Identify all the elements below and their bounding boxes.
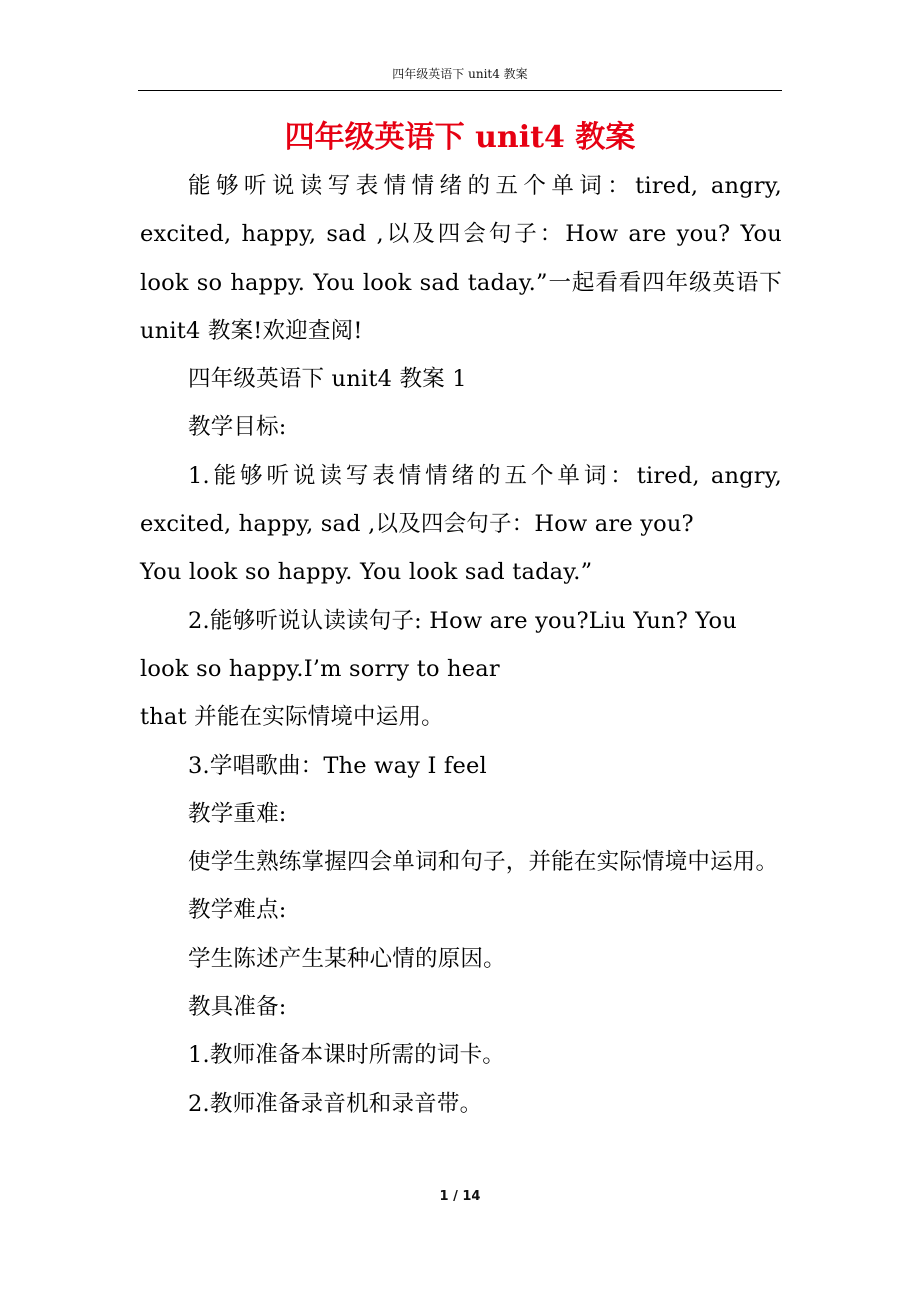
heading-teaching-goals: 教学目标: [188, 414, 287, 441]
goal-item-1-continued: You look so happy. You look sad taday.” [140, 559, 593, 586]
section-heading-lesson-1: 四年级英语下 unit4 教案 1 [188, 366, 467, 393]
document-title: 四年级英语下 unit4 教案 [284, 120, 636, 155]
intro-paragraph: 能够听说读写表情情绪的五个单词：tired, angry, excited, happy, sad ,以及四会句子：How are you? You look so happy. You look sad taday.”一起看看四年级英语下 unit4 教案!欢迎查阅! [140, 173, 782, 344]
goal-item-1: 1.能够听说读写表情情绪的五个单词：tired, angry, excited, happy, sad ,以及四会句子：How are you? [140, 462, 782, 538]
header-divider [138, 90, 782, 91]
heading-materials: 教具准备: [188, 994, 287, 1021]
goal-item-2-continued: that 并能在实际情境中运用。 [140, 704, 444, 731]
key-points-text: 使学生熟练掌握四会单词和句子，并能在实际情境中运用。 [188, 849, 779, 876]
page-number: 1 / 14 [439, 1189, 481, 1204]
document-body [140, 162, 782, 1128]
difficulties-text: 学生陈述产生某种心情的原因。 [188, 945, 506, 972]
goal-item-2: 2.能够听说认读读句子: How are you?Liu Yun? You look so happy.I’m sorry to hear [140, 607, 737, 682]
goal-item-3: 3.学唱歌曲：The way I feel [188, 752, 487, 779]
heading-key-points: 教学重难: [188, 800, 287, 827]
heading-difficulties: 教学难点: [188, 897, 287, 924]
materials-item-1: 1.教师准备本课时所需的词卡。 [188, 1042, 505, 1069]
materials-item-2: 2.教师准备录音机和录音带。 [188, 1090, 483, 1117]
running-header: 四年级英语下 unit4 教案 [392, 67, 528, 81]
